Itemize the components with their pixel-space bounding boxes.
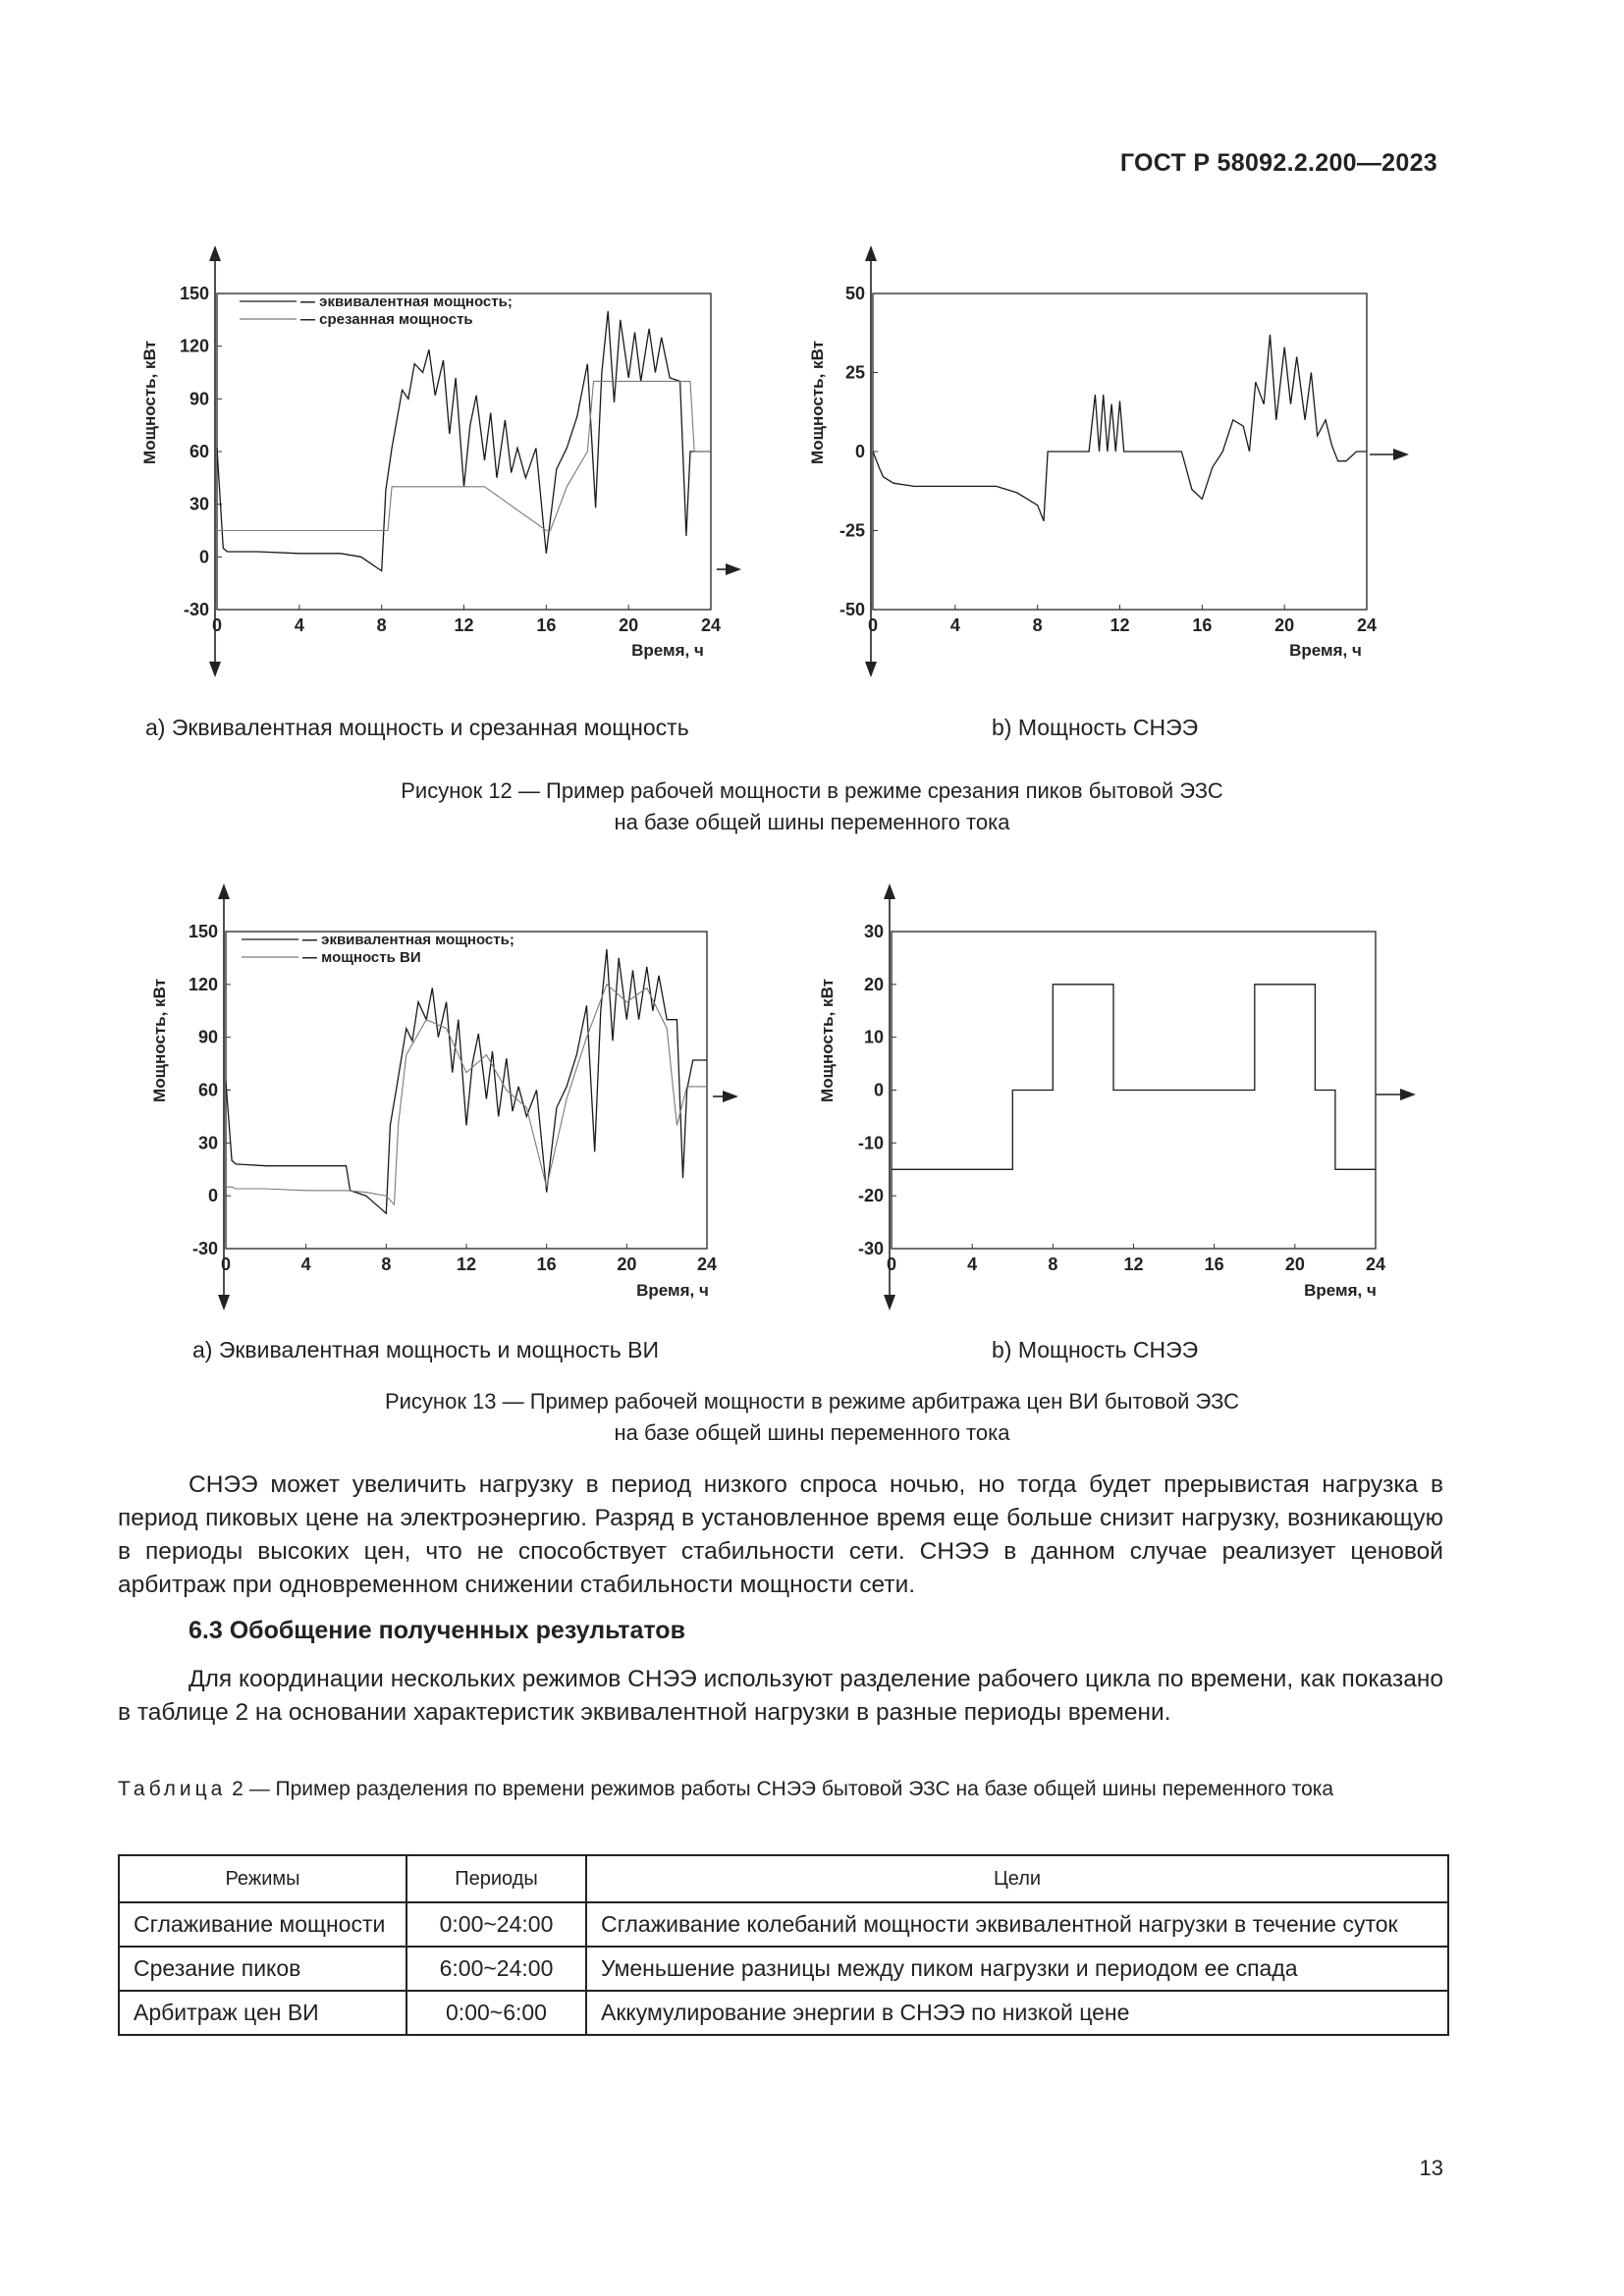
table-caption-text: 2 — Пример разделения по времени режимов работы СНЭЭ бытовой ЭЗС на базе общей шины переменного тока xyxy=(226,1778,1334,1800)
table-header-periods: Периоды xyxy=(406,1855,586,1902)
y-axis-arrow-up xyxy=(218,883,230,899)
figure13-caption xyxy=(0,1386,1624,1449)
y-tick-label: 60 xyxy=(189,442,209,461)
chart-fig12-a xyxy=(128,226,766,687)
y-tick-label: 25 xyxy=(844,362,865,383)
y-tick-label: 10 xyxy=(863,1027,884,1047)
legend-label: — эквивалентная мощность; xyxy=(300,294,513,310)
subcaption-fig13-a: a) Эквивалентная мощность и мощность ВИ xyxy=(192,1337,660,1362)
table-caption xyxy=(118,1776,1443,1803)
x-tick-label: 12 xyxy=(1110,615,1130,635)
series-line-2 xyxy=(217,381,711,530)
table-cell-goal: Сглаживание колебаний мощности эквивалентной нагрузки в течение суток xyxy=(586,1902,1448,1947)
table-header-row xyxy=(119,1855,1448,1902)
legend-label: — эквивалентная мощность; xyxy=(302,932,514,948)
x-tick-label: 4 xyxy=(300,1255,311,1274)
y-tick-label: 20 xyxy=(863,974,884,994)
y-tick-label: 90 xyxy=(197,1027,218,1047)
y-tick-label: 150 xyxy=(188,922,218,941)
y-tick-label: -10 xyxy=(857,1133,884,1153)
y-tick-label: 50 xyxy=(844,284,865,303)
x-tick-label: 12 xyxy=(454,615,474,635)
legend-label: — мощность ВИ xyxy=(302,949,421,966)
plot-frame xyxy=(873,294,1367,610)
x-tick-label: 24 xyxy=(700,615,722,635)
y-axis-arrow-down xyxy=(865,662,877,677)
y-tick-label: 120 xyxy=(188,974,218,994)
series-line-1 xyxy=(873,335,1367,521)
modes-table xyxy=(118,1854,1449,2036)
y-tick-label: 0 xyxy=(207,1186,218,1206)
paragraph-arbitrage-text: СНЭЭ может увеличить нагрузку в период низкого спроса ночью, но тогда будет прерывистая нагрузка в период пиковых цене на электроэнергию. Разряд в установленное время еще больше снизит нагрузку, возникающую в периоды высоких цен, что не способствует стабильности сети. СНЭЭ в данном случае реализует ценовой арбитраж при одновременном снижении стабильности мощности сети. xyxy=(118,1471,1443,1598)
y-tick-label: -50 xyxy=(839,600,865,619)
subcaption-fig13-b: b) Мощность СНЭЭ xyxy=(992,1337,1199,1362)
x-axis-label: Время, ч xyxy=(636,1281,709,1300)
x-tick-label: 4 xyxy=(967,1255,978,1274)
y-tick-label: -30 xyxy=(183,600,209,619)
x-tick-label: 12 xyxy=(456,1255,477,1274)
y-tick-label: 90 xyxy=(189,389,209,409)
x-tick-label: 8 xyxy=(1048,1255,1058,1274)
x-tick-label: 20 xyxy=(619,615,639,635)
y-tick-label: 30 xyxy=(189,494,209,514)
figure12-caption xyxy=(0,775,1624,838)
paragraph-coordination xyxy=(118,1663,1443,1730)
y-axis-arrow-down xyxy=(218,1295,230,1310)
y-axis-arrow-down xyxy=(884,1295,895,1310)
table-cell-mode: Арбитраж цен ВИ xyxy=(119,1991,406,2035)
y-tick-label: 150 xyxy=(179,284,209,303)
y-axis-arrow-down xyxy=(209,662,221,677)
figure12-caption-line2: на базе общей шины переменного тока xyxy=(614,810,1010,834)
subcaption-fig12-b: b) Мощность СНЭЭ xyxy=(992,715,1199,740)
y-axis-label: Мощность, кВт xyxy=(140,341,159,464)
x-axis-arrow-head xyxy=(726,563,741,575)
table-cell-mode: Сглаживание мощности xyxy=(119,1902,406,1947)
x-axis-arrow-head xyxy=(1400,1089,1416,1100)
x-axis-label: Время, ч xyxy=(1304,1281,1377,1300)
x-tick-label: 8 xyxy=(376,615,387,635)
x-tick-label: 16 xyxy=(1192,615,1213,635)
y-axis-label: Мощность, кВт xyxy=(150,979,169,1102)
x-tick-label: 20 xyxy=(617,1255,637,1274)
table-cell-period: 0:00~24:00 xyxy=(406,1902,586,1947)
figure13-caption-line2: на базе общей шины переменного тока xyxy=(614,1420,1010,1445)
paragraph-arbitrage xyxy=(118,1468,1443,1602)
y-tick-label: -25 xyxy=(839,520,865,541)
chart-fig12-b xyxy=(805,226,1434,687)
x-tick-label: 12 xyxy=(1123,1255,1144,1274)
x-tick-label: 4 xyxy=(294,615,304,635)
series-line-1 xyxy=(217,311,711,571)
y-tick-label: 30 xyxy=(197,1133,218,1153)
table-header-goals: Цели xyxy=(586,1855,1448,1902)
x-tick-label: 0 xyxy=(211,615,223,635)
plot-frame xyxy=(217,294,711,610)
page-number: 13 xyxy=(1419,2156,1443,2180)
x-tick-label: 8 xyxy=(1032,615,1043,635)
y-tick-label: -30 xyxy=(191,1239,218,1258)
table-row xyxy=(119,1947,1448,1991)
x-tick-label: 16 xyxy=(536,615,557,635)
paragraph-coordination-text: Для координации нескольких режимов СНЭЭ используют разделение рабочего цикла по времени, как показано в таблице 2 на основании характеристик эквивалентной нагрузки в разные периоды времени. xyxy=(118,1666,1443,1726)
y-tick-label: 30 xyxy=(863,922,884,941)
y-tick-label: -30 xyxy=(857,1239,884,1258)
chart-fig13-a xyxy=(137,864,766,1315)
x-tick-label: 20 xyxy=(1274,615,1295,635)
x-tick-label: 20 xyxy=(1284,1255,1305,1274)
y-axis-arrow-up xyxy=(865,245,877,261)
x-axis-label: Время, ч xyxy=(1289,641,1362,660)
x-axis-label: Время, ч xyxy=(631,641,704,660)
table-cell-mode: Срезание пиков xyxy=(119,1947,406,1991)
y-tick-label: 120 xyxy=(179,336,209,356)
x-tick-label: 24 xyxy=(1356,615,1378,635)
section-heading: 6.3 Обобщение полученных результатов xyxy=(189,1617,685,1644)
legend-label: — срезанная мощность xyxy=(300,311,473,328)
series-line-1 xyxy=(892,985,1376,1170)
figure12-caption-line1: Рисунок 12 — Пример рабочей мощности в режиме срезания пиков бытовой ЭЗС xyxy=(401,778,1223,803)
x-tick-label: 0 xyxy=(886,1255,897,1274)
table-header-modes: Режимы xyxy=(119,1855,406,1902)
table-cell-period: 6:00~24:00 xyxy=(406,1947,586,1991)
y-tick-label: 0 xyxy=(873,1080,884,1100)
y-axis-arrow-up xyxy=(884,883,895,899)
x-tick-label: 0 xyxy=(220,1255,232,1274)
table-row xyxy=(119,1902,1448,1947)
table-cell-goal: Аккумулирование энергии в СНЭЭ по низкой цене xyxy=(586,1991,1448,2035)
y-tick-label: -20 xyxy=(857,1186,884,1206)
x-axis-arrow-head xyxy=(1393,449,1409,460)
table-row xyxy=(119,1991,1448,2035)
x-tick-label: 24 xyxy=(1365,1255,1386,1274)
y-axis-label: Мощность, кВт xyxy=(818,979,837,1102)
y-tick-label: 0 xyxy=(854,442,865,461)
y-tick-label: 0 xyxy=(198,547,209,567)
y-axis-label: Мощность, кВт xyxy=(808,341,827,464)
plot-frame xyxy=(226,932,707,1249)
x-tick-label: 16 xyxy=(1204,1255,1224,1274)
table-cell-period: 0:00~6:00 xyxy=(406,1991,586,2035)
series-line-1 xyxy=(226,949,707,1213)
x-axis-arrow-head xyxy=(723,1091,738,1102)
x-tick-label: 0 xyxy=(867,615,879,635)
y-axis-arrow-up xyxy=(209,245,221,261)
x-tick-label: 8 xyxy=(381,1255,392,1274)
y-tick-label: 60 xyxy=(197,1080,218,1100)
x-tick-label: 24 xyxy=(696,1255,718,1274)
figure13-caption-line1: Рисунок 13 — Пример рабочей мощности в режиме арбитража цен ВИ бытовой ЭЗС xyxy=(384,1389,1240,1414)
x-tick-label: 16 xyxy=(536,1255,557,1274)
table-caption-label: Таблица xyxy=(118,1778,227,1800)
x-tick-label: 4 xyxy=(949,615,960,635)
series-line-2 xyxy=(226,985,707,1204)
chart-fig13-b xyxy=(815,864,1443,1315)
subcaption-fig12-a: a) Эквивалентная мощность и срезанная мощность xyxy=(145,715,689,740)
document-header: ГОСТ Р 58092.2.200—2023 xyxy=(1119,149,1437,177)
table-cell-goal: Уменьшение разницы между пиком нагрузки и периодом ее спада xyxy=(586,1947,1448,1991)
